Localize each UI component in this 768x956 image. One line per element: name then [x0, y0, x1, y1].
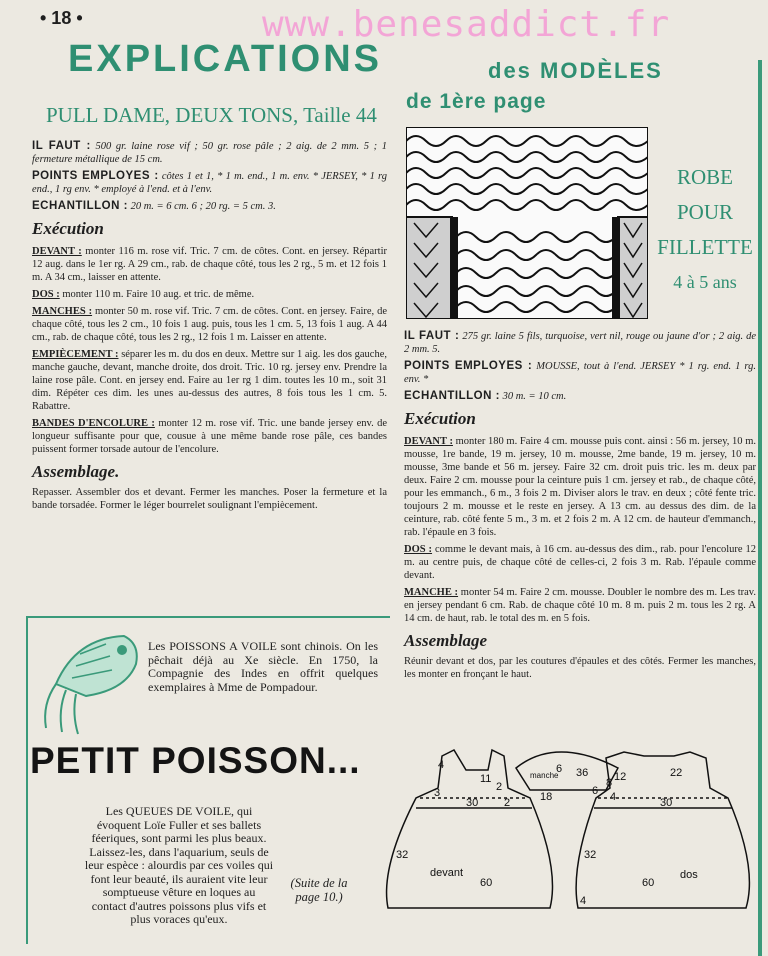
fish-illustration: [36, 624, 148, 736]
robe-assemblage: Réunir devant et dos, par les coutures d'épaules et des côtés. Fermer les manches, les monter en fronçant le haut.: [404, 656, 756, 680]
fish-body: Les QUEUES DE VOILE, qui évoquent Loïe Fuller et ses ballets féeriques, sont parmi les plus beaux. Laissez-les, dans l'aquarium, seuls de leur espèce : alourdis par ces voiles qui font leur beauté, ils auraient vite leur somptueuse vêture en loques au contact d'autres poissons plus vifs et plus voraces qu'eux.: [84, 804, 274, 926]
pull-echantillon: ECHANTILLON : 20 m. = 6 cm. 6 ; 20 rg. = 5 cm. 3.: [32, 200, 276, 212]
diagram-back-label-8: 4: [580, 895, 587, 907]
robe-manche: MANCHE : monter 54 m. Faire 2 cm. mousse. Doubler le nombre des m. Les trav. en jersey pendant 6 cm. Rab. de chaque côté 10 m. 8 m. puis 2 m. tous les 2 rg. A 14 cm. de haut, rab. le total des m. en 5 fois.: [404, 587, 757, 624]
pull-devant: DEVANT : monter 116 m. rose vif. Tric. 7 cm. de côtes. Cont. en jersey. Répartir 12 aug. dans le 1er rg. A 29 cm., rab. de chaque côté, tous les 2 rg., 5 m. et 12 fois 1 m. A 34 cm., laisser en attente.: [32, 246, 388, 283]
diagram-back-label-7: 60: [642, 877, 655, 889]
diagram-front-label-9: 60: [480, 877, 493, 889]
robe-title-line-2: POUR: [676, 200, 734, 224]
pull-dos: DOS : monter 110 m. Faire 10 aug. et tric. de même.: [32, 289, 255, 300]
pull-execution-heading: Exécution: [32, 219, 104, 238]
diagram-front-label-2: 11: [480, 773, 492, 785]
pattern-diagrams: [380, 728, 760, 940]
pull-manches: MANCHES : monter 50 m. rose vif. Tric. 7 cm. de côtes. Cont. en jersey. Faire, de chaque côté, tous les 2 cm., 10 fois 1 aug. puis, tous les 1 cm. 5, 13 fois 1 aug. A 44 cm., rab. de chaque côté, tous les 2 rg., 12 fois 1 m. Laisser en attente.: [32, 306, 388, 343]
diagram-back-label-6: dos: [680, 869, 698, 881]
diagram-sleeve-label-5: 6: [592, 785, 599, 797]
page-number: • 18 •: [40, 8, 83, 28]
pull-empiecement: EMPIÈCEMENT : séparer les m. du dos en deux. Mettre sur 1 aig. les dos gauche, manche gauche, devant, manche droite, dos droit. Tric. 10 rg. jersey env. Prendre la laine rose pâle. Cont. en jersey end. Faire au 1er rg 1 dim. toutes les 10 m., soit 31 dim. Répéter ces dim. les unes au-dessus des autres, 8 fois tous les 1 cm. 5. Rabattre.: [32, 349, 387, 412]
diagram-front-label-4: 3: [434, 787, 441, 799]
diagram-sleeve-label-2: 36: [576, 767, 589, 779]
robe-instructions: [404, 330, 756, 685]
diagram-back-label-4: 30: [660, 797, 673, 809]
robe-title: [655, 160, 755, 300]
diagram-back-label-5: 32: [584, 849, 597, 861]
page-title: EXPLICATIONS: [68, 38, 382, 80]
diagram-front-label-5: 30: [466, 797, 479, 809]
pull-points: POINTS EMPLOYES : côtes 1 et 1, * 1 m. end., 1 m. env. * JERSEY, * 1 rg end., 1 rg env. * employé à l'end. et à l'env.: [32, 170, 387, 195]
fish-title: PETIT POISSON...: [30, 740, 361, 781]
robe-il-faut: IL FAUT : 275 gr. laine 5 fils, turquoise, vert nil, rouge ou jaune d'or ; 2 aig. de 2 mm. 5.: [404, 330, 756, 355]
watermark: www.benesaddict.fr: [262, 4, 671, 45]
diagram-front-label-6: 2: [504, 797, 511, 809]
diagram-front-label-3: 2: [496, 781, 503, 793]
diagram-sleeve-label-1: 6: [556, 763, 563, 775]
fish-intro: Les POISSONS A VOILE sont chinois. On les pêchait déjà au Xe siècle. En 1750, la Compagnie des Indes en offrit quelques exemplaires à Mme de Pompadour.: [148, 639, 378, 694]
robe-dos: DOS : comme le devant mais, à 16 cm. au-dessus des dim., rab. pour l'encolure 12 m. au centre puis, de chaque côté de celles-ci, 2 fois 3 m. Rab. l'épaule comme devant.: [404, 544, 757, 581]
diagram-sleeve-label-4: 18: [540, 791, 553, 803]
robe-devant: DEVANT : monter 180 m. Faire 4 cm. mousse puis cont. ainsi : 56 m. jersey, 10 m. mousse, 1re bande, 19 m. jersey, 10 m. mousse, 2me bande, 19 m. jersey, 10 m. mousse, 3me bande et 56 m. jersey. Faire 32 cm. droit puis tric. les m. deux par deux. Faire 2 cm. mousse pour la ceinture puis 1 cm. jersey et rab., de chaque côté, pour les emmanch., 6 m., 3 fois 2 m. Diviser alors le trav. en deux ; côté fente tric. toujours 2 m. mousse et le reste en jersey. A 13 cm. au dessus des dim. de la ceinture, rab. côté fente 5 m., 3 m. et 2 fois 2 m. A 12 cm. de hauteur d'emmanch., rab. l'épaule en 3 fois.: [404, 436, 756, 538]
page-subtitle-1: des MODÈLES: [488, 58, 663, 83]
pull-instructions: [32, 140, 387, 516]
stitch-pattern-illustration: [406, 127, 648, 319]
robe-title-line-1: ROBE: [676, 165, 733, 189]
robe-echantillon: ECHANTILLON : 30 m. = 10 cm.: [404, 390, 567, 402]
pull-assemblage: Repasser. Assembler dos et devant. Fermer les manches. Poser la fermeture et la bande torsadée. Former le léger bourrelet soulignant l'empiècement.: [32, 487, 387, 511]
pull-assemblage-heading: Assemblage.: [32, 462, 120, 481]
diagram-sleeve-label-6: 8: [606, 777, 613, 789]
pull-il-faut: IL FAUT : 500 gr. laine rose vif ; 50 gr. rose pâle ; 2 aig. de 2 mm. 5 ; 1 fermeture métallique de 15 cm.: [32, 140, 387, 165]
diagram-sleeve-label-3: manche: [530, 771, 559, 780]
pull-bandes: BANDES D'ENCOLURE : monter 12 m. rose vif. Tric. une bande jersey env. de longueur suffisante pour que, cousue à une même bande rose pâle, ces bandes puissent former torsade autour de l'encolure.: [32, 418, 388, 455]
pull-title: PULL DAME, DEUX TONS, Taille 44: [46, 103, 377, 127]
fish-continuation: (Suite de la page 10.): [290, 876, 348, 904]
diagram-back-label-1: 12: [614, 771, 627, 783]
diagram-front-label-1: 4: [438, 759, 445, 771]
diagram-front-label-7: 32: [396, 849, 409, 861]
robe-title-line-3: FILLETTE: [657, 235, 753, 259]
robe-execution-heading: Exécution: [404, 409, 476, 428]
robe-points: POINTS EMPLOYES : MOUSSE, tout à l'end. JERSEY * 1 rg. end. 1 rg. env. *: [404, 360, 757, 385]
diagram-back-label-3: 4: [610, 791, 617, 803]
robe-title-line-4: 4 à 5 ans: [673, 272, 737, 292]
diagram-back-label-2: 22: [670, 767, 683, 779]
diagram-front-label-8: devant: [430, 867, 464, 879]
page-subtitle-2: de 1ère page: [406, 90, 547, 113]
robe-assemblage-heading: Assemblage: [404, 631, 488, 650]
